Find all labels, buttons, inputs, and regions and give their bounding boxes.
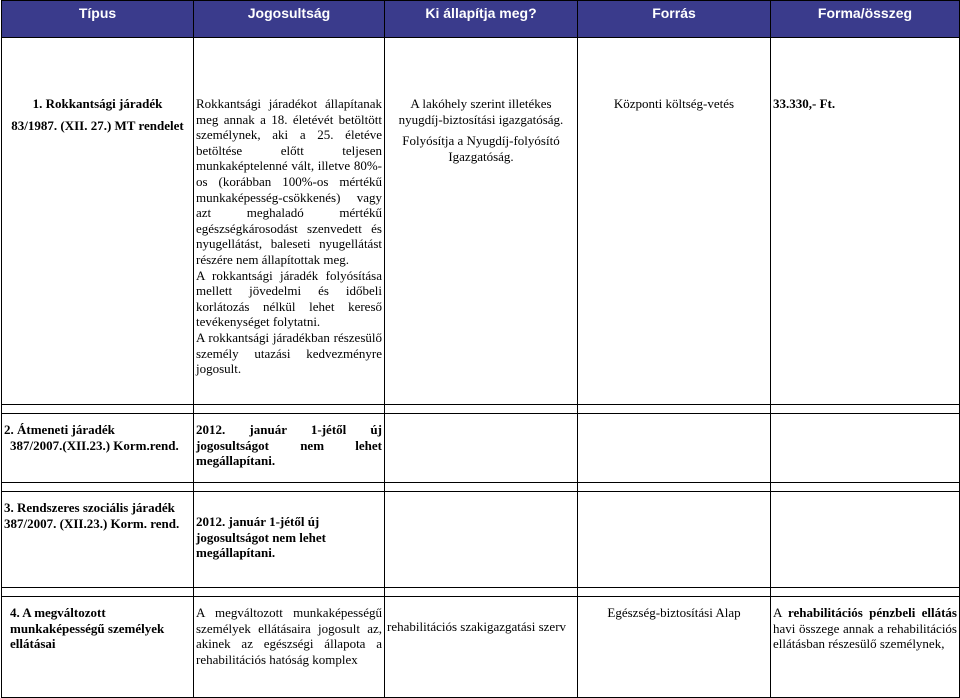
authority-cell <box>385 414 578 483</box>
type-ref: 387/2007.(XII.23.) Korm.rend. <box>10 437 179 453</box>
benefits-table <box>1 0 960 698</box>
type-ref: 387/2007. (XII.23.) Korm. rend. <box>4 515 180 531</box>
type-title: 3. Rendszeres szociális járadék <box>4 500 175 515</box>
header-source: Forrás <box>578 1 771 38</box>
table-row <box>2 96 960 405</box>
spacer-row <box>2 38 960 97</box>
table-row <box>2 414 960 483</box>
table-row <box>2 597 960 698</box>
amount-text: havi összege annak a rehabilitációs ellátásban részesülő személynek, <box>773 620 957 652</box>
source-cell: Központi költség-vetés <box>578 96 771 405</box>
type-title: 2. Átmeneti járadék <box>4 422 115 437</box>
source-cell <box>578 492 771 588</box>
amount-cell <box>771 492 960 588</box>
amount-cell <box>771 414 960 483</box>
authority-cell <box>385 492 578 588</box>
type-title: 1. Rokkantsági járadék <box>32 96 163 111</box>
source-cell: Egészség-biztosítási Alap <box>578 597 771 698</box>
eligibility-cell <box>194 96 385 405</box>
authority-cell <box>385 96 578 405</box>
type-cell <box>2 96 194 405</box>
header-type: Típus <box>2 1 194 38</box>
authority-text: A lakóhely szerint illetékes nyugdíj-biztosítási igazgatóság. <box>398 96 564 127</box>
amount-cell <box>771 597 960 698</box>
source-cell <box>578 414 771 483</box>
eligibility-cell: A megváltozott munkaképességű személyek ellátásaira jogosult az, akinek az egészségi állapota a rehabilitációs hatóság komplex <box>194 597 385 698</box>
gap-row <box>2 483 960 492</box>
eligibility-paragraph: A rokkantsági járadék folyósítása mellett jövedelmi és időbeli korlátozás nélkül lehet kereső tevékenységet folytatni. <box>196 267 382 330</box>
header-authority: Ki állapítja meg? <box>385 1 578 38</box>
authority-text: Folyósítja a Nyugdíj-folyósító Igazgatóság. <box>402 133 560 164</box>
gap-row <box>2 588 960 597</box>
amount-cell: 33.330,- Ft. <box>771 96 960 405</box>
header-row <box>2 1 960 38</box>
amount-emphasis: rehabilitációs pénzbeli ellátás <box>787 605 957 620</box>
type-cell: 4. A megváltozott munkaképességű személyek ellátásai <box>2 597 194 698</box>
type-cell <box>2 414 194 483</box>
type-ref: 83/1987. (XII. 27.) MT rendelet <box>11 117 184 133</box>
gap-row <box>2 405 960 414</box>
header-amount: Forma/összeg <box>771 1 960 38</box>
eligibility-paragraph: Rokkantsági járadékot állapítanak meg annak a 18. életévét betöltött személynek, aki a 25. életéve betöltése előtt teljesen munkaképtelenné vált, illetve 80%-os (korábban 100%-os mértékű munkaképesség-csökkenés) vagy azt meghaladó mértékű egészségkárosodást szenvedett és nyugellátást, baleseti nyugellátást részére nem állapítottak meg. <box>196 96 382 267</box>
authority-cell: rehabilitációs szakigazgatási szerv <box>385 597 578 698</box>
amount-prefix: A <box>773 605 788 620</box>
header-eligibility: Jogosultság <box>194 1 385 38</box>
table-row <box>2 492 960 588</box>
type-cell <box>2 492 194 588</box>
eligibility-cell: 2012. január 1-jétől új jogosultságot nem lehet megállapítani. <box>194 492 385 588</box>
eligibility-cell: 2012. január 1-jétől új jogosultságot nem lehet megállapítani. <box>194 414 385 483</box>
eligibility-paragraph: A rokkantsági járadékban részesülő személy utazási kedvezményre jogosult. <box>196 329 382 377</box>
